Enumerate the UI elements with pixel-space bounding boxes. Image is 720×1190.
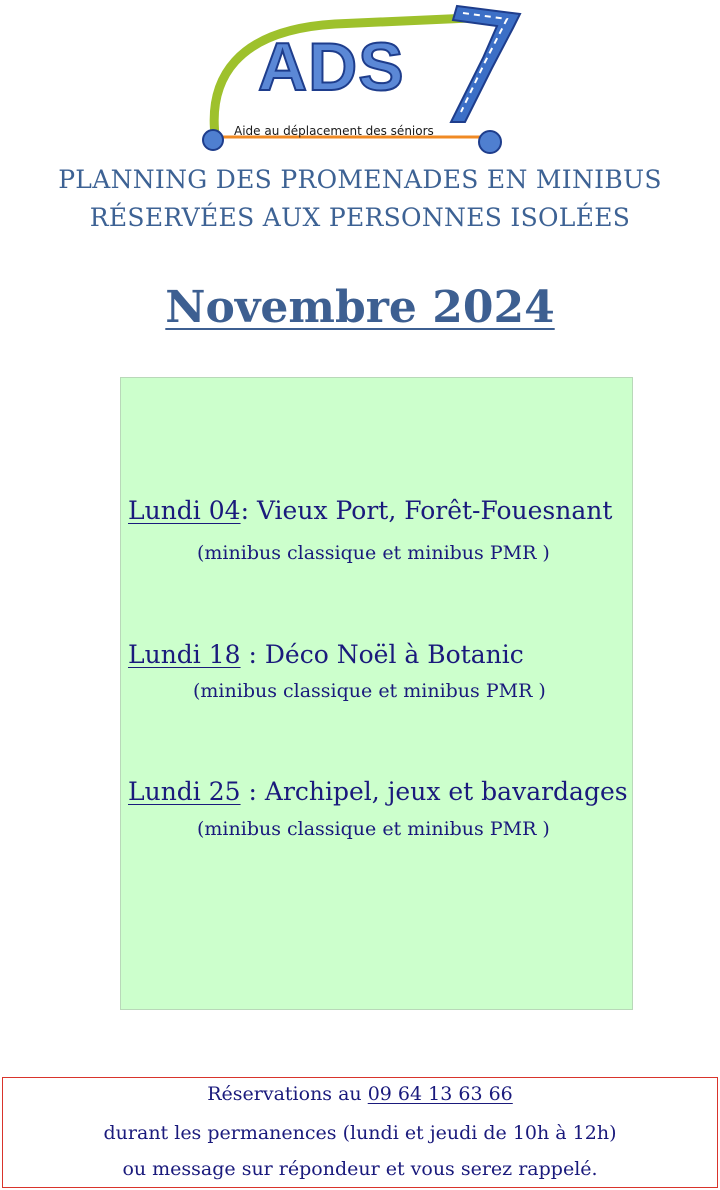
logo-brand: ADS: [258, 29, 405, 105]
entry-place: Déco Noël à Botanic: [264, 640, 524, 669]
title-line-2: RÉSERVÉES AUX PERSONNES ISOLÉES: [89, 203, 631, 232]
title-line-1: PLANNING DES PROMENADES EN MINIBUS: [58, 165, 662, 194]
entry-note: (minibus classique et minibus PMR ): [197, 818, 550, 840]
entry-note: (minibus classique et minibus PMR ): [193, 680, 546, 702]
schedule-entry: [128, 496, 612, 525]
entry-place: Vieux Port, Forêt-Fouesnant: [256, 496, 613, 525]
entry-day: Lundi 04: [128, 496, 241, 525]
entry-day: Lundi 25: [128, 777, 241, 806]
entry-separator: :: [240, 777, 265, 806]
permanence-hours: durant les permanences (lundi et jeudi de 10h à 12h): [103, 1122, 617, 1144]
logo-tagline: Aide au déplacement des séniors: [234, 124, 434, 138]
entry-place: Archipel, jeux et bavardages: [264, 777, 628, 806]
entry-separator: :: [240, 496, 257, 525]
reservation-label: Réservations au: [207, 1083, 368, 1105]
voicemail-note: ou message sur répondeur et vous serez rappelé.: [122, 1158, 598, 1180]
schedule-entry: [128, 640, 524, 669]
phone-link[interactable]: 09 64 13 63 66: [367, 1083, 513, 1105]
entry-day: Lundi 18: [128, 640, 241, 669]
entry-note: (minibus classique et minibus PMR ): [197, 542, 550, 564]
entry-separator: :: [240, 640, 265, 669]
month-title: Novembre 2024: [165, 282, 555, 333]
ads-logo: [195, 0, 530, 165]
reservation-line: [0, 1083, 720, 1105]
schedule-entry: [128, 777, 628, 806]
